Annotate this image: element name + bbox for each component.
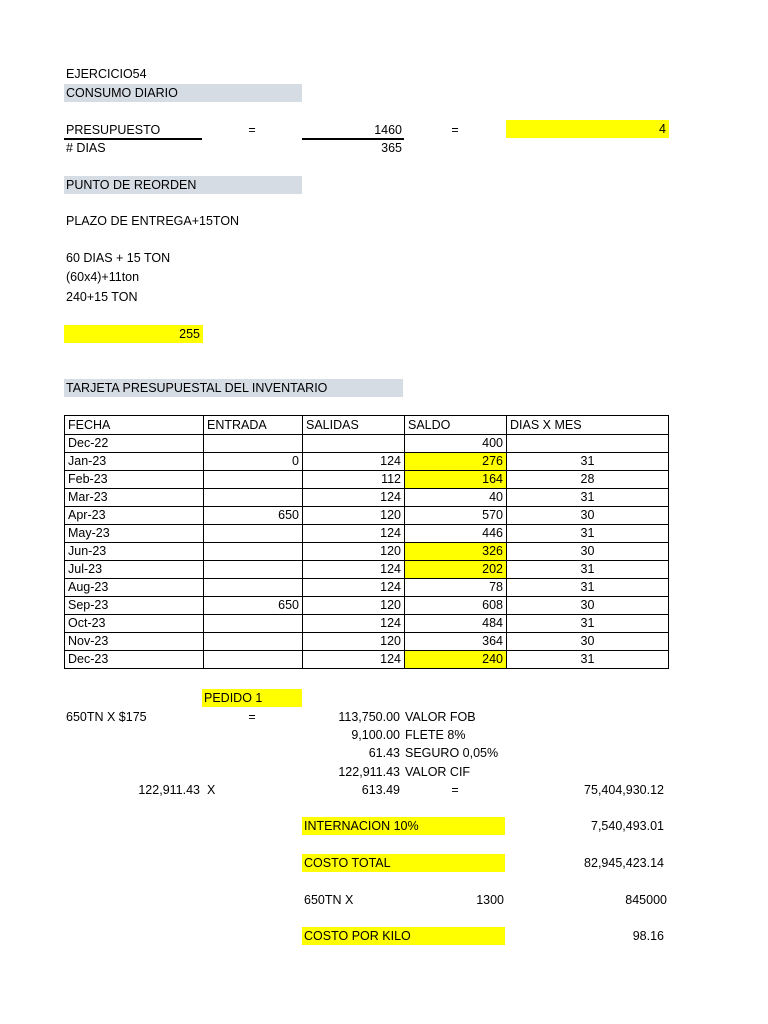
cell-dias: 28 (507, 471, 669, 489)
cell-entrada (204, 525, 303, 543)
cell-fecha: Oct-23 (65, 615, 204, 633)
cell-dias: 30 (507, 543, 669, 561)
cell-fecha: Nov-23 (65, 633, 204, 651)
cell-salidas: 120 (303, 507, 405, 525)
cell-entrada (204, 561, 303, 579)
cell-salidas: 120 (303, 543, 405, 561)
consumo-result: 4 (659, 122, 666, 136)
cell-dias: 31 (507, 615, 669, 633)
cell-salidas: 124 (303, 489, 405, 507)
costo-kilo-label: COSTO POR KILO (304, 929, 411, 943)
cell-salidas: 120 (303, 597, 405, 615)
cif-label: VALOR CIF (405, 765, 471, 779)
reorden-result: 255 (179, 327, 200, 341)
consumo-heading: CONSUMO DIARIO (66, 86, 178, 100)
cell-entrada: 650 (204, 597, 303, 615)
equals-sign: = (451, 123, 459, 137)
inventory-table (64, 415, 669, 669)
reorden-line1: 60 DIAS + 15 TON (66, 251, 171, 265)
table-row (65, 489, 669, 507)
table-row (65, 597, 669, 615)
presupuesto-value: 1460 (374, 123, 402, 137)
cell-salidas: 112 (303, 471, 405, 489)
fob-value: 113,750.00 (338, 710, 400, 724)
cell-entrada (204, 579, 303, 597)
cell-fecha: Sep-23 (65, 597, 204, 615)
cell-saldo: 608 (405, 597, 507, 615)
cell-salidas: 124 (303, 453, 405, 471)
cell-fecha: Jun-23 (65, 543, 204, 561)
cell-salidas: 124 (303, 615, 405, 633)
column-header: FECHA (65, 416, 204, 435)
cell-saldo: 446 (405, 525, 507, 543)
column-header: ENTRADA (204, 416, 303, 435)
cell-dias: 31 (507, 453, 669, 471)
table-header-row (65, 416, 669, 435)
costo-total-label: COSTO TOTAL (304, 856, 391, 870)
table-row (65, 633, 669, 651)
cell-fecha: Apr-23 (65, 507, 204, 525)
cell-salidas: 124 (303, 579, 405, 597)
cell-entrada (204, 633, 303, 651)
fob-label: VALOR FOB (405, 710, 476, 724)
table-row (65, 651, 669, 669)
cell-dias: 31 (507, 489, 669, 507)
flete-label: FLETE 8% (405, 728, 466, 742)
presupuesto-label: PRESUPUESTO (66, 123, 161, 137)
reorden-formula: PLAZO DE ENTREGA+15TON (66, 214, 240, 228)
cell-entrada (204, 543, 303, 561)
internacion-label: INTERNACION 10% (304, 819, 419, 833)
page-title: EJERCICIO54 (66, 67, 147, 81)
flete-value: 9,100.00 (351, 728, 400, 742)
cell-dias: 30 (507, 633, 669, 651)
cell-saldo: 400 (405, 435, 507, 453)
cell-fecha: Dec-23 (65, 651, 204, 669)
cell-saldo: 326 (405, 543, 507, 561)
pedido-heading: PEDIDO 1 (204, 691, 263, 705)
cell-saldo: 40 (405, 489, 507, 507)
cell-dias (507, 435, 669, 453)
equals-sign: = (451, 783, 459, 797)
cell-entrada: 0 (204, 453, 303, 471)
cell-dias: 31 (507, 579, 669, 597)
cell-entrada (204, 489, 303, 507)
cell-salidas (303, 435, 405, 453)
kilo-calc-factor: 1300 (476, 893, 504, 907)
cell-dias: 31 (507, 525, 669, 543)
cell-dias: 31 (507, 561, 669, 579)
pedido-line-label: 650TN X $175 (66, 710, 147, 724)
table-row (65, 453, 669, 471)
cell-salidas: 124 (303, 525, 405, 543)
cell-entrada (204, 471, 303, 489)
cell-dias: 31 (507, 651, 669, 669)
dias-label: # DIAS (66, 141, 106, 155)
cell-fecha: May-23 (65, 525, 204, 543)
mult-x: X (207, 783, 216, 797)
internacion-value: 7,540,493.01 (591, 819, 664, 833)
table-row (65, 615, 669, 633)
table-row (65, 507, 669, 525)
costo-kilo-value: 98.16 (632, 929, 664, 943)
mult-left-value: 122,911.43 (138, 783, 200, 797)
seguro-label: SEGURO 0,05% (405, 746, 499, 760)
table-row (65, 543, 669, 561)
kilo-calc-label: 650TN X (304, 893, 354, 907)
cell-fecha: Jul-23 (65, 561, 204, 579)
reorden-heading: PUNTO DE REORDEN (66, 178, 197, 192)
cell-saldo: 164 (405, 471, 507, 489)
cell-dias: 30 (507, 507, 669, 525)
cell-fecha: Aug-23 (65, 579, 204, 597)
cell-fecha: Feb-23 (65, 471, 204, 489)
kilo-calc-result: 845000 (625, 893, 667, 907)
cell-fecha: Mar-23 (65, 489, 204, 507)
table-row (65, 471, 669, 489)
cell-saldo: 570 (405, 507, 507, 525)
table-row (65, 435, 669, 453)
cell-fecha: Jan-23 (65, 453, 204, 471)
cell-entrada (204, 435, 303, 453)
seguro-value: 61.43 (368, 746, 400, 760)
column-header: SALDO (405, 416, 507, 435)
cell-entrada (204, 615, 303, 633)
table-row (65, 561, 669, 579)
cell-saldo: 276 (405, 453, 507, 471)
cell-saldo: 240 (405, 651, 507, 669)
reorden-line3: 240+15 TON (66, 290, 138, 304)
cell-saldo: 484 (405, 615, 507, 633)
cell-saldo: 364 (405, 633, 507, 651)
costo-total-value: 82,945,423.14 (584, 856, 664, 870)
cif-value: 122,911.43 (338, 765, 400, 779)
column-header: DIAS X MES (507, 416, 669, 435)
reorden-line2: (60x4)+11ton (66, 270, 140, 284)
cell-entrada (204, 651, 303, 669)
equals-sign: = (248, 710, 256, 724)
cell-salidas: 124 (303, 651, 405, 669)
dias-value: 365 (381, 141, 402, 155)
cell-entrada: 650 (204, 507, 303, 525)
mult-right-value: 613.49 (361, 783, 400, 797)
mult-result: 75,404,930.12 (584, 783, 664, 797)
cell-saldo: 202 (405, 561, 507, 579)
cell-salidas: 124 (303, 561, 405, 579)
cell-saldo: 78 (405, 579, 507, 597)
cell-fecha: Dec-22 (65, 435, 204, 453)
cell-salidas: 120 (303, 633, 405, 651)
table-row (65, 579, 669, 597)
tarjeta-heading: TARJETA PRESUPUESTAL DEL INVENTARIO (66, 381, 328, 395)
table-row (65, 525, 669, 543)
equals-sign: = (248, 123, 256, 137)
cell-dias: 30 (507, 597, 669, 615)
column-header: SALIDAS (303, 416, 405, 435)
